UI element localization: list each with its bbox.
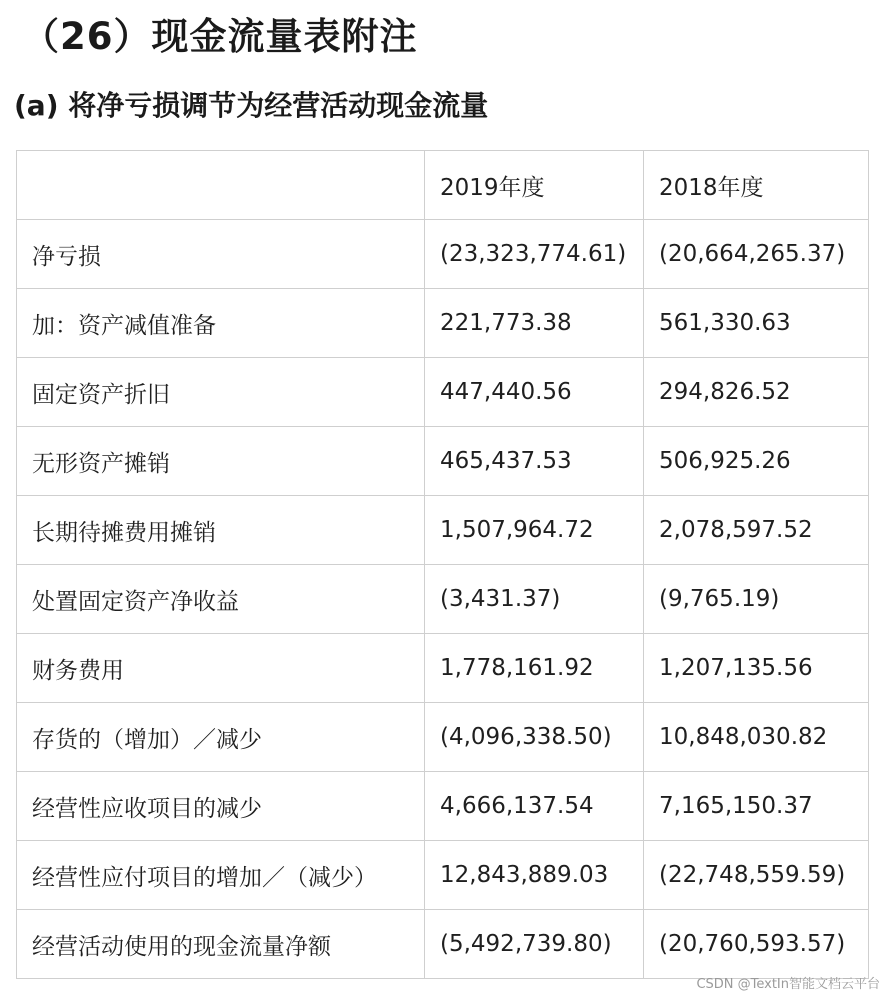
cash-flow-reconciliation-table	[16, 150, 869, 979]
table-row	[17, 565, 869, 634]
table-row	[17, 910, 869, 979]
table-header-row	[17, 151, 869, 220]
row-label: 固定资产折旧	[17, 358, 425, 427]
header-cell-2018: 2018年度	[644, 151, 869, 220]
row-label: 经营性应收项目的减少	[17, 772, 425, 841]
row-value-2019: (5,492,739.80)	[425, 910, 644, 979]
row-value-2018: (20,664,265.37)	[644, 220, 869, 289]
row-value-2018: (9,765.19)	[644, 565, 869, 634]
row-label: 经营性应付项目的增加／（减少）	[17, 841, 425, 910]
row-value-2018: 7,165,150.37	[644, 772, 869, 841]
row-value-2019: 12,843,889.03	[425, 841, 644, 910]
row-label: 无形资产摊销	[17, 427, 425, 496]
row-value-2019: (23,323,774.61)	[425, 220, 644, 289]
row-value-2019: 1,778,161.92	[425, 634, 644, 703]
row-value-2019: 1,507,964.72	[425, 496, 644, 565]
row-label: 加：资产减值准备	[17, 289, 425, 358]
row-value-2019: (4,096,338.50)	[425, 703, 644, 772]
row-value-2018: 561,330.63	[644, 289, 869, 358]
table-row	[17, 841, 869, 910]
table-row	[17, 358, 869, 427]
row-value-2018: 294,826.52	[644, 358, 869, 427]
row-value-2019: (3,431.37)	[425, 565, 644, 634]
table-row	[17, 634, 869, 703]
row-label: 经营活动使用的现金流量净额	[17, 910, 425, 979]
watermark: CSDN @TextIn智能文档云平台	[696, 977, 880, 992]
row-value-2018: (20,760,593.57)	[644, 910, 869, 979]
table-row	[17, 427, 869, 496]
row-value-2019: 221,773.38	[425, 289, 644, 358]
row-label: 财务费用	[17, 634, 425, 703]
table-row	[17, 703, 869, 772]
row-value-2018: 10,848,030.82	[644, 703, 869, 772]
row-value-2018: (22,748,559.59)	[644, 841, 869, 910]
row-value-2018: 506,925.26	[644, 427, 869, 496]
header-cell-2019: 2019年度	[425, 151, 644, 220]
row-label: 处置固定资产净收益	[17, 565, 425, 634]
row-label: 长期待摊费用摊销	[17, 496, 425, 565]
section-title: （26）现金流量表附注	[22, 15, 418, 58]
row-label: 净亏损	[17, 220, 425, 289]
table-row	[17, 220, 869, 289]
table-row	[17, 496, 869, 565]
row-value-2019: 465,437.53	[425, 427, 644, 496]
header-cell-item	[17, 151, 425, 220]
row-value-2018: 1,207,135.56	[644, 634, 869, 703]
row-value-2019: 4,666,137.54	[425, 772, 644, 841]
row-value-2019: 447,440.56	[425, 358, 644, 427]
table-row	[17, 289, 869, 358]
row-value-2018: 2,078,597.52	[644, 496, 869, 565]
row-label: 存货的（增加）／减少	[17, 703, 425, 772]
subsection-title: (a) 将净亏损调节为经营活动现金流量	[14, 89, 489, 122]
table-row	[17, 772, 869, 841]
